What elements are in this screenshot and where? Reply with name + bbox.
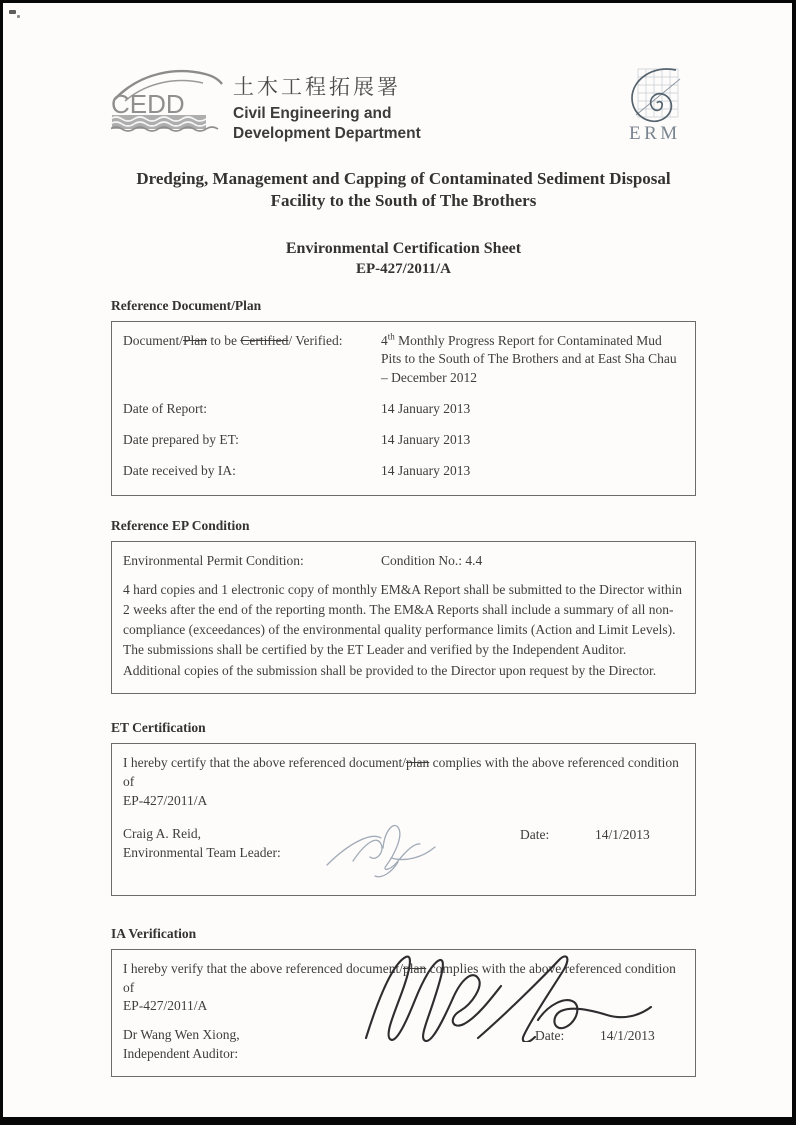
document-value — [381, 332, 684, 387]
ia-permit-ref: EP-427/2011/A — [123, 998, 208, 1014]
ia-date-value: 14/1/2013 — [600, 1028, 655, 1044]
cedd-logo — [111, 63, 421, 144]
label-struck-certified: Certified — [240, 333, 289, 349]
main-title-line1: Dredging, Management and Capping of Contaminated Sediment Disposal — [136, 169, 671, 188]
ia-role: Independent Auditor: — [123, 1046, 239, 1062]
statement-suffix: complies with the above referenced condition of — [123, 960, 676, 995]
date-of-report-label: Date of Report: — [123, 400, 207, 416]
main-title-line2: Facility to the South of The Brothers — [270, 191, 537, 211]
label-suffix: / Verified: — [288, 333, 343, 349]
et-role: Environmental Team Leader: — [123, 844, 281, 860]
statement-suffix: complies with the above referenced condition of — [123, 754, 679, 789]
et-signature — [321, 813, 461, 885]
date-received-row — [123, 462, 684, 480]
cedd-name-english-line1: Civil Engineering and — [233, 105, 392, 122]
scan-artifact — [9, 10, 16, 14]
date-of-report-row — [123, 400, 684, 418]
erm-wordmark: ERM — [629, 123, 681, 143]
scan-artifact — [17, 15, 20, 18]
ia-signature — [360, 950, 656, 1042]
statement-prefix: I hereby verify that the above referenced document/ — [123, 960, 403, 976]
sheet-title: Environmental Certification Sheet — [285, 240, 522, 258]
document-titles — [111, 168, 696, 278]
date-received-label: Date received by IA: — [123, 463, 236, 479]
reference-document-box — [111, 321, 696, 495]
statement-struck-plan: plan — [403, 960, 427, 976]
section-heading: ET Certification — [111, 719, 206, 735]
et-statement — [123, 754, 684, 792]
erm-logo-icon — [622, 65, 694, 143]
report-number: 4 — [381, 333, 388, 349]
et-signature-row — [123, 825, 684, 883]
cedd-department-name — [233, 71, 421, 144]
section-et-certification — [111, 720, 696, 896]
ia-verification-box — [111, 949, 696, 1078]
section-heading: Reference EP Condition — [111, 517, 250, 533]
label-struck-plan: Plan — [183, 333, 208, 349]
date-received-value: 14 January 2013 — [381, 463, 471, 479]
et-date-label: Date: — [520, 826, 550, 842]
statement-struck-plan: plan — [405, 754, 430, 770]
cedd-acronym: CEDD — [111, 89, 185, 119]
statement-prefix: I hereby certify that the above referenced document/ — [123, 754, 406, 770]
section-ep-condition — [111, 518, 696, 694]
cedd-name-chinese: 土木工程拓展署 — [233, 76, 401, 99]
date-prepared-value: 14 January 2013 — [381, 432, 471, 448]
condition-number: Condition No.: 4.4 — [381, 552, 483, 568]
date-prepared-label: Date prepared by ET: — [123, 432, 239, 448]
report-ordinal: th — [387, 331, 395, 342]
condition-row — [123, 552, 684, 570]
section-heading: IA Verification — [111, 925, 197, 941]
ia-name: Dr Wang Wen Xiong, — [123, 1027, 240, 1043]
permit-number: EP-427/2011/A — [355, 261, 451, 278]
et-name: Craig A. Reid, — [123, 825, 201, 841]
section-ia-verification — [111, 926, 696, 1078]
document-label — [123, 332, 381, 350]
label-mid: to be — [207, 333, 241, 349]
ia-date-label: Date: — [535, 1028, 565, 1044]
cedd-name-english-line2: Development Department — [233, 124, 421, 142]
document-row — [123, 332, 684, 387]
date-of-report-value: 14 January 2013 — [381, 400, 471, 416]
et-certification-box — [111, 743, 696, 896]
cedd-logo-icon — [111, 63, 223, 137]
section-reference-document — [111, 298, 696, 495]
condition-text: 4 hard copies and 1 electronic copy of monthly EM&A Report shall be submitted to the Director within 2 weeks after the end of the reporting month. The EM&A Reports shall include a summary of all non-compliance (exceedances) of the environmental quality performance limits (Action and Limit Levels). The submissions shall be certified by the ET Leader and verified by the Independent Auditor. Additional copies of the submission shall be provided to the Director upon request by the Director. — [123, 581, 683, 678]
et-date-value: 14/1/2013 — [595, 826, 650, 842]
date-prepared-row — [123, 431, 684, 449]
label-prefix: Document/ — [123, 333, 183, 349]
section-heading: Reference Document/Plan — [111, 298, 262, 314]
erm-logo — [622, 65, 694, 148]
ep-condition-box — [111, 541, 696, 694]
et-permit-ref: EP-427/2011/A — [123, 792, 208, 808]
header — [111, 63, 696, 148]
report-title: Monthly Progress Report for Contaminated Mud Pits to the South of The Brothers and at East Sha Chau – December 2012 — [381, 333, 677, 385]
permit-condition-label: Environmental Permit Condition: — [123, 552, 304, 568]
